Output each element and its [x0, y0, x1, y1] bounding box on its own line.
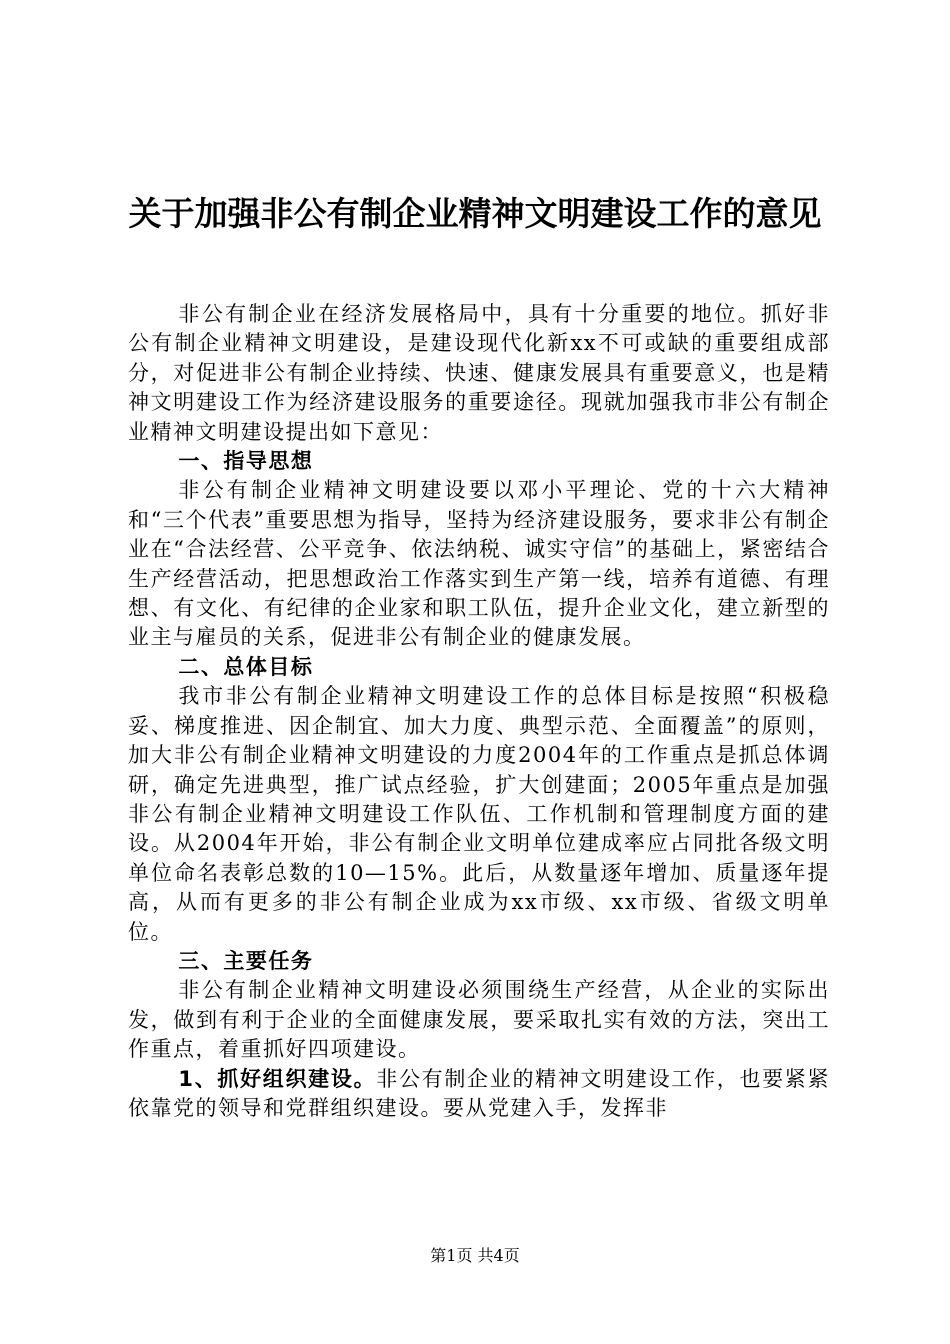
- section-heading-guiding-ideology: 一、指导思想: [178, 449, 314, 474]
- page-footer: 第1页 共4页: [430, 1246, 520, 1265]
- document-body: [128, 300, 830, 1123]
- section-text-main-tasks: 非公有制企业精神文明建设必须围绕生产经营，从企业的实际出发，做到有利于企业的全面健康发展，要采取扎实有效的方法，突出工作重点，着重抓好四项建设。: [128, 978, 830, 1062]
- section-text-overall-goal: 我市非公有制企业精神文明建设工作的总体目标是按照“积极稳妥、梯度推进、因企制宜、加大力度、典型示范、全面覆盖”的原则，加大非公有制企业精神文明建设的力度2004年的工作重点是抓总体调研，确定先进典型，推广试点经验，扩大创建面；2005年重点是加强非公有制企业精神文明建设工作队伍、工作机制和管理制度方面的建设。从2004年开始，非公有制企业文明单位建成率应占同批各级文明单位命名表彰总数的10—15%。此后，从数量逐年增加、质量逐年提高，从而有更多的非公有制企业成为xx市级、xx市级、省级文明单位。: [128, 684, 830, 944]
- section-heading-main-tasks: 三、主要任务: [178, 948, 314, 973]
- task-item-organization: [128, 1065, 830, 1124]
- section-text-guiding-ideology: 非公有制企业精神文明建设要以邓小平理论、党的十六大精神和“三个代表”重要思想为指导，坚持为经济建设服务，要求非公有制企业在“合法经营、公平竞争、依法纳税、诚实守信”的基础上，紧密结合生产经营活动，把思想政治工作落实到生产第一线，培养有道德、有理想、有文化、有纪律的企业家和职工队伍，提升企业文化，建立新型的业主与雇员的关系，促进非公有制企业的健康发展。: [128, 478, 830, 650]
- task-item-text: 非公有制企业的精神文明建设工作，也要紧紧依靠党的领导和党群组织建设。要从党建入手，发挥非: [128, 1066, 830, 1120]
- document-title: 关于加强非公有制企业精神文明建设工作的意见: [128, 194, 822, 233]
- section-heading-overall-goal: 二、总体目标: [178, 654, 314, 679]
- intro-paragraph: 非公有制企业在经济发展格局中，具有十分重要的地位。抓好非公有制企业精神文明建设，是建设现代化新xx不可或缺的重要组成部分，对促进非公有制企业持续、快速、健康发展具有重要意义，也是精神文明建设工作为经济建设服务的重要途径。现就加强我市非公有制企业精神文明建设提出如下意见：: [128, 302, 830, 444]
- task-item-lead: 1、抓好组织建设。: [178, 1066, 377, 1091]
